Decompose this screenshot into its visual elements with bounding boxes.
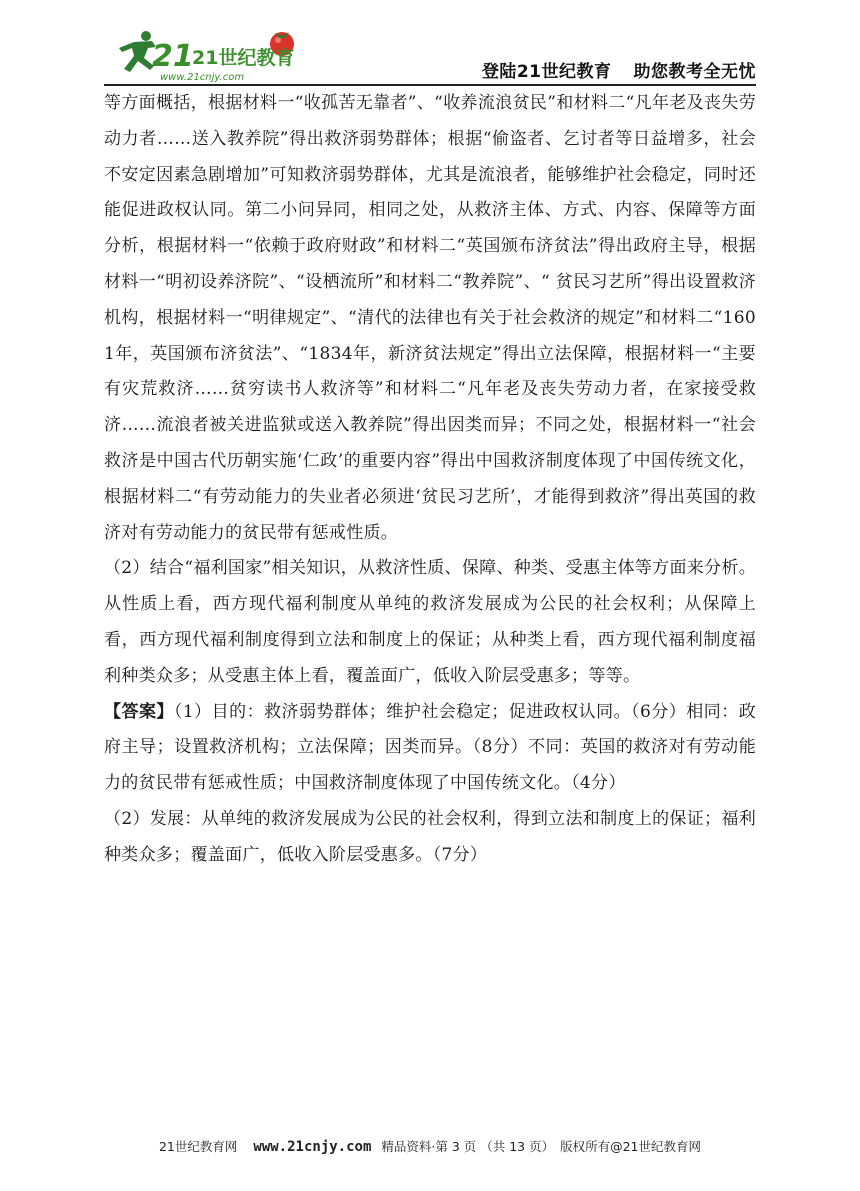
answer-label: 【答案】 [104, 701, 174, 722]
page-header [104, 26, 756, 84]
answer-paragraph-1 [104, 695, 756, 802]
svg-text:www.21cnjy.com: www.21cnjy.com [160, 72, 245, 83]
answer-paragraph-2: （2）发展：从单纯的救济发展成为公民的社会权利，得到立法和制度上的保证；福利种类众多；覆盖面广，低收入阶层受惠多。（7分） [104, 808, 756, 865]
slogan-login: 登陆21世纪教育 [481, 62, 612, 82]
page-footer [104, 1137, 756, 1155]
document-body [104, 86, 756, 874]
runner-icon [119, 31, 156, 72]
analysis-paragraph-1: 等方面概括，根据材料一“收孤苦无靠者”、“收养流浪贫民”和材料二“凡年老及丧失劳动力者……送入教养院”得出救济弱势群体；根据“偷盗者、乞讨者等日益增多，社会不安定因素急剧增加”可知救济弱势群体，尤其是流浪者，能够维护社会稳定，同时还能促进政权认同。第二小问异同，相同之处，从救济主体、方式、内容、保障等方面分析，根据材料一“依赖于政府财政”和材料二“英国颁布济贫法”得出政府主导，根据材料一“明初设养济院”、“设栖流所”和材料二“教养院”、“ 贫民习艺所”得出设置救济机构，根据材料一“明律规定”、“清代的法律也有关于社会救济的规定”和材料二“1601年，英国颁布济贫法”、“1834年，新济贫法规定”得出立法保障，根据材料一“主要有灾荒救济……贫穷读书人救济等”和材料二“凡年老及丧失劳动力者，在家接受救济……流浪者被关进监狱或送入教养院”得出因类而异；不同之处，根据材料一“社会救济是中国古代历朝实施‘仁政’的重要内容”得出中国救济制度体现了中国传统文化，根据材料二“有劳动能力的失业者必须进‘贫民习艺所’，才能得到救济”得出英国的救济对有劳动能力的贫民带有惩戒性质。 [104, 93, 756, 543]
svg-text:21世纪教育: 21世纪教育 [192, 47, 295, 69]
footer-site-url[interactable]: www.21cnjy.com [253, 1139, 372, 1155]
slogan-tagline: 助您教考全无忧 [633, 62, 756, 82]
footer-site-name: 21世纪教育网 [158, 1139, 238, 1154]
answer-part-1: （1）目的：救济弱势群体；维护社会稳定；促进政权认同。（6分）相同：政府主导；设置救济机构；立法保障；因类而异。（8分）不同：英国的救济对有劳动能力的贫民带有惩戒性质；中国救济制度体现了中国传统文化。（4分） [104, 701, 756, 794]
header-slogan [482, 57, 756, 82]
analysis-paragraph-2: （2）结合“福利国家”相关知识，从救济性质、保障、种类、受惠主体等方面来分析。从性质上看，西方现代福利制度从单纯的救济发展成为公民的社会权利；从保障上看，西方现代福利制度得到立法和制度上的保证；从种类上看，西方现代福利制度福利种类众多；从受惠主体上看，覆盖面广，低收入阶层受惠多；等等。 [104, 558, 756, 686]
svg-text:21: 21 [152, 39, 194, 74]
footer-page-info: 精品资料·第 3 页 （共 13 页） [381, 1139, 555, 1154]
site-logo [104, 26, 304, 84]
footer-copyright: 版权所有@21世纪教育网 [560, 1139, 702, 1154]
